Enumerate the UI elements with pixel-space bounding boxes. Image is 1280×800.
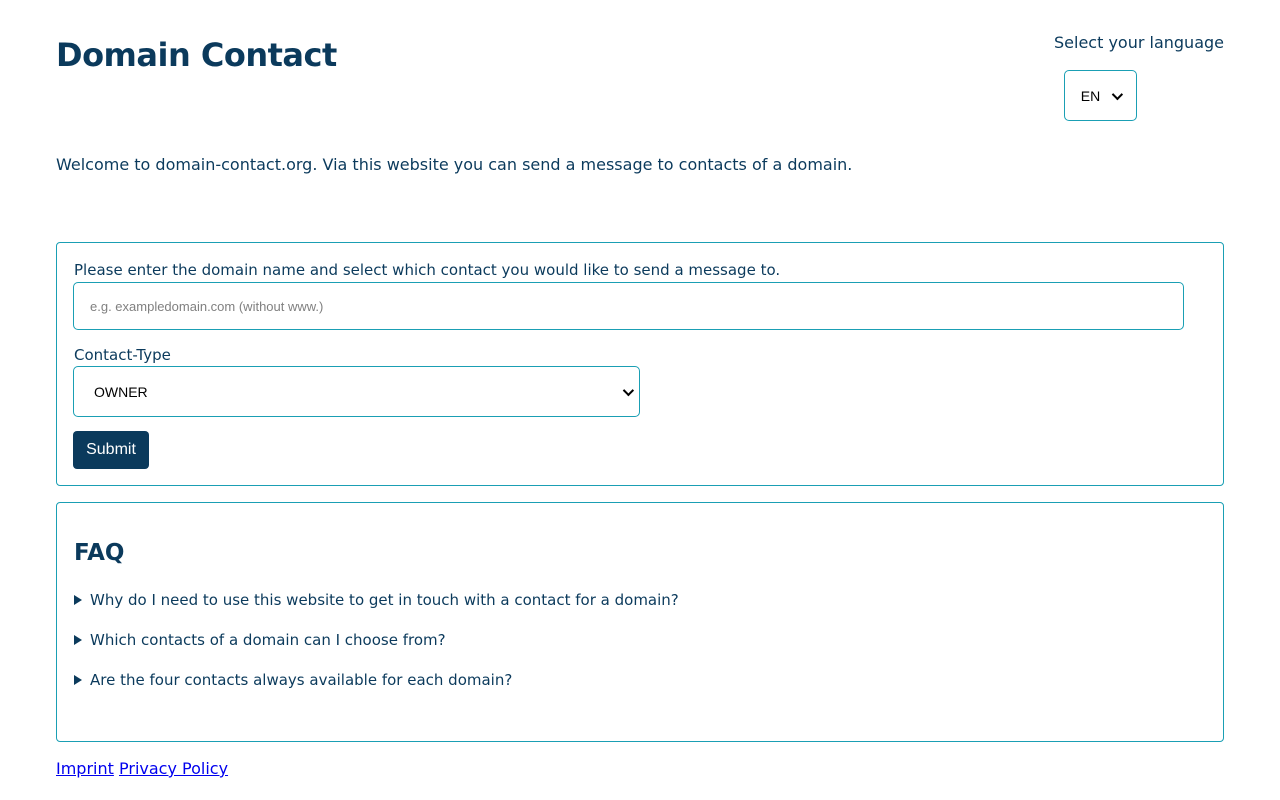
contact-type-label: Contact-Type xyxy=(74,346,171,364)
page-title: Domain Contact xyxy=(56,36,337,74)
form-intro-label: Please enter the domain name and select which contact you would like to send a message to. xyxy=(74,261,781,279)
contact-type-value: OWNER xyxy=(94,383,148,400)
faq-title: FAQ xyxy=(74,540,125,566)
submit-button[interactable]: Submit xyxy=(73,431,149,469)
language-select-value: EN xyxy=(1080,87,1101,104)
contact-form xyxy=(56,242,1224,486)
faq-question: Why do I need to use this website to get in touch with a contact for a domain? xyxy=(90,591,679,609)
language-label: Select your language xyxy=(1054,33,1224,52)
welcome-text: Welcome to domain-contact.org. Via this website you can send a message to contacts of a domain. xyxy=(56,155,853,174)
faq-question: Are the four contacts always available for each domain? xyxy=(90,671,513,689)
disclosure-triangle-icon xyxy=(74,675,82,685)
disclosure-triangle-icon xyxy=(74,595,82,605)
faq-item[interactable] xyxy=(74,671,512,689)
privacy-policy-link[interactable]: Privacy Policy xyxy=(119,759,229,778)
contact-type-select[interactable] xyxy=(73,366,640,417)
footer xyxy=(56,759,228,778)
faq-question: Which contacts of a domain can I choose from? xyxy=(90,631,446,649)
domain-input[interactable] xyxy=(73,282,1184,330)
imprint-link[interactable]: Imprint xyxy=(56,759,114,778)
chevron-down-icon xyxy=(623,384,634,395)
faq-item[interactable] xyxy=(74,631,446,649)
language-select[interactable] xyxy=(1064,70,1137,121)
faq-item[interactable] xyxy=(74,591,679,609)
chevron-down-icon xyxy=(1112,88,1123,99)
disclosure-triangle-icon xyxy=(74,635,82,645)
faq-section xyxy=(56,502,1224,742)
